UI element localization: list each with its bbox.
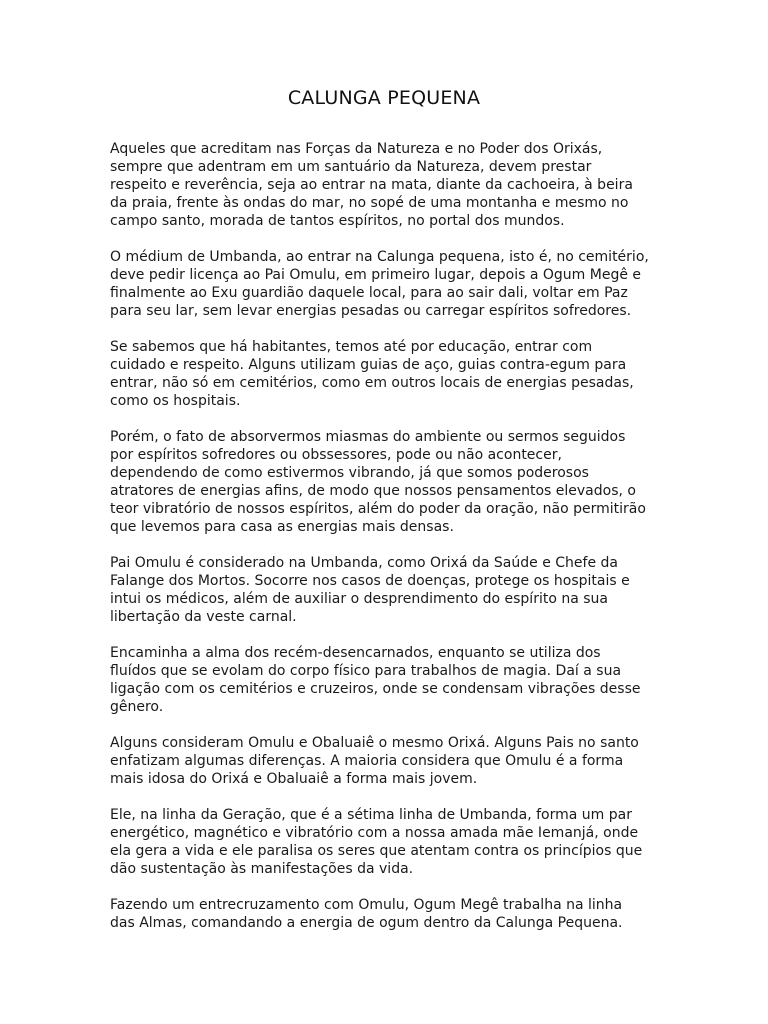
paragraph-3: Se sabemos que há habitantes, temos até por educação, entrar com cuidado e respeito. Alguns utilizam guias de aço, guias contra-egum para entrar, não só em cemitérios, como em outros locais de energias pesadas, como os hospitais. (110, 339, 634, 409)
document-body (110, 140, 670, 950)
paragraph-9: Fazendo um entrecruzamento com Omulu, Ogum Megê trabalha na linha das Almas, comandando a energia de ogum dentro da Calunga Pequena. (110, 897, 623, 931)
document-title: CALUNGA PEQUENA (287, 87, 481, 109)
paragraph-6: Encaminha a alma dos recém-desencarnados, enquanto se utiliza dos fluídos que se evolam do corpo físico para trabalhos de magia. Daí a sua ligação com os cemitérios e cruzeiros, onde se condensam vibrações desse gênero. (110, 645, 641, 715)
paragraph-7: Alguns consideram Omulu e Obaluaiê o mesmo Orixá. Alguns Pais no santo enfatizam algumas diferenças. A maioria considera que Omulu é a forma mais idosa do Orixá e Obaluaiê a forma mais jovem. (110, 735, 639, 787)
paragraph-4: Porém, o fato de absorvermos miasmas do ambiente ou sermos seguidos por espíritos sofredores ou obssessores, pode ou não acontecer, dependendo de como estivermos vibrando, já que somos poderosos atratores de energias afins, de modo que nossos pensamentos elevados, o teor vibratório de nossos espíritos, além do poder da oração, não permitirão que levemos para casa as energias mais densas. (110, 429, 646, 535)
paragraph-2: O médium de Umbanda, ao entrar na Calunga pequena, isto é, no cemitério, deve pedir licença ao Pai Omulu, em primeiro lugar, depois a Ogum Megê e finalmente ao Exu guardião daquele local, para ao sair dali, voltar em Paz para seu lar, sem levar energias pesadas ou carregar espíritos sofredores. (110, 249, 649, 319)
paragraph-5: Pai Omulu é considerado na Umbanda, como Orixá da Saúde e Chefe da Falange dos Mortos. Socorre nos casos de doenças, protege os hospitais e intui os médicos, além de auxiliar o desprendimento do espírito na sua libertação da veste carnal. (110, 555, 630, 625)
paragraph-8: Ele, na linha da Geração, que é a sétima linha de Umbanda, forma um par energético, magnético e vibratório com a nossa amada mãe Iemanjá, onde ela gera a vida e ele paralisa os seres que atentam contra os princípios que dão sustentação às manifestações da vida. (110, 807, 643, 877)
paragraph-1: Aqueles que acreditam nas Forças da Natureza e no Poder dos Orixás, sempre que adentram em um santuário da Natureza, devem prestar respeito e reverência, seja ao entrar na mata, diante da cachoeira, à beira da praia, frente às ondas do mar, no sopé de uma montanha e mesmo no campo santo, morada de tantos espíritos, no portal dos mundos. (110, 141, 633, 229)
